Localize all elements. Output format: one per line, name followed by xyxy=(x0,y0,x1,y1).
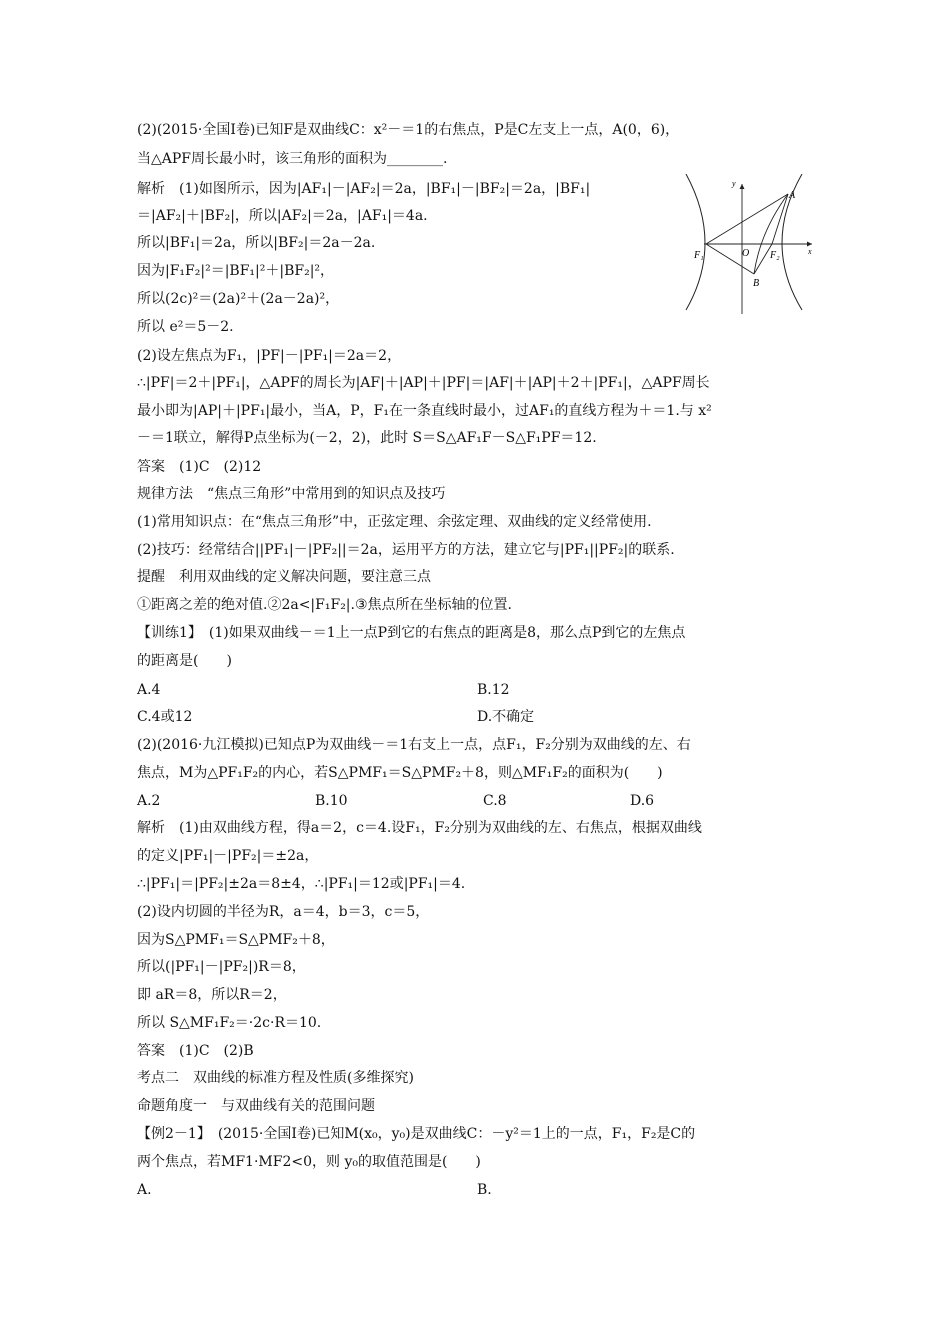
option-row xyxy=(137,1180,492,1200)
text-line: 所以(|PF₁|－|PF₂|)R＝8， xyxy=(137,959,306,975)
text-line: 解析 (1)由双曲线方程，得a＝2，c＝4.设F₁，F₂分别为双曲线的左、右焦点，根据双曲线 xyxy=(137,820,702,836)
text-line: (2)技巧：经常结合||PF₁|－|PF₂||＝2a，运用平方的方法，建立它与|PF₁||PF₂|的联系. xyxy=(137,542,675,558)
answer-line: 答案 (1)C (2)B xyxy=(137,1043,254,1059)
option-row xyxy=(137,707,535,727)
focus-f1-label: F₁ xyxy=(694,250,704,261)
text-line: 两个焦点，若MF1·MF2<0，则 y₀的取值范围是( ) xyxy=(137,1154,481,1170)
text-line: 当△APF周长最小时，该三角形的面积为________. xyxy=(137,151,448,167)
option-a: A.4 xyxy=(137,682,161,698)
option-a: A.2 xyxy=(137,793,161,809)
text-line: 所以 S△MF₁F₂＝·2c·R＝10. xyxy=(137,1015,322,1031)
option-row xyxy=(137,680,510,700)
text-line: 的定义|PF₁|－|PF₂|＝±2a， xyxy=(137,848,319,864)
point-b-label: B xyxy=(753,278,760,289)
text-line: (2)(2016·九江模拟)已知点P为双曲线－＝1右支上一点，点F₁，F₂分别为双曲线的左、右 xyxy=(137,737,691,753)
origin-label: O xyxy=(742,248,750,259)
text-line: 所以 e²＝5－2. xyxy=(137,319,234,335)
text-line: 因为S△PMF₁＝S△PMF₂＋8， xyxy=(137,932,335,948)
option-d: D.不确定 xyxy=(477,709,535,725)
text-line: 所以(2c)²＝(2a)²＋(2a－2a)²， xyxy=(137,291,340,307)
text-line: 的距离是( ) xyxy=(137,653,232,669)
text-line: ①距离之差的绝对值.②2a<|F₁F₂|.③焦点所在坐标轴的位置. xyxy=(137,597,512,613)
example-heading: 【例2－1】 (2015·全国Ⅰ卷)已知M(x₀，y₀)是双曲线C：－y²＝1上的一点，F₁，F₂是C的 xyxy=(137,1126,696,1142)
option-d: D.6 xyxy=(630,793,655,809)
text-line: (2)(2015·全国Ⅰ卷)已知F是双曲线C：x²－＝1的右焦点，P是C左支上一点，A(0，6)， xyxy=(137,122,680,138)
text-line: (1)常用知识点：在“焦点三角形”中，正弦定理、余弦定理、双曲线的定义经常使用. xyxy=(137,514,652,530)
option-b: B. xyxy=(477,1182,492,1198)
hyperbola-figure xyxy=(676,174,818,314)
option-row xyxy=(137,791,655,811)
text-line: ＝|AF₂|＋|BF₂|，所以|AF₂|＝2a，|AF₁|＝4a. xyxy=(137,208,428,224)
y-axis-label: y xyxy=(732,179,736,188)
point-a-label: A xyxy=(789,190,796,201)
x-axis-label: x xyxy=(808,247,812,256)
text-line: ∴|PF|＝2＋|PF₁|，△APF的周长为|AF|＋|AP|＋|PF|＝|AF|＋|AP|＋2＋|PF₁|，△APF周长 xyxy=(137,375,710,391)
text-line: (2)设内切圆的半径为R，a＝4，b＝3，c＝5， xyxy=(137,904,430,920)
subsection-heading: 命题角度一 与双曲线有关的范围问题 xyxy=(137,1098,375,1114)
text-line: 焦点，M为△PF₁F₂的内心，若S△PMF₁＝S△PMF₂＋8，则△MF₁F₂的面积为( ) xyxy=(137,765,663,781)
section-heading: 规律方法 “焦点三角形”中常用到的知识点及技巧 xyxy=(137,486,446,502)
text-line: ∴|PF₁|＝|PF₂|±2a＝8±4，∴|PF₁|＝12或|PF₁|＝4. xyxy=(137,876,466,892)
option-a: A. xyxy=(137,1182,152,1198)
focus-f2-label: F₂ xyxy=(770,250,780,261)
option-c: C.8 xyxy=(483,793,507,809)
text-line: 提醒 利用双曲线的定义解决问题，要注意三点 xyxy=(137,569,431,585)
option-c: C.4或12 xyxy=(137,709,193,725)
option-b: B.10 xyxy=(315,793,348,809)
option-b: B.12 xyxy=(477,682,510,698)
text-line: 即 aR＝8，所以R＝2， xyxy=(137,987,287,1003)
text-line: 最小即为|AP|＋|PF₁|最小，当A，P，F₁在一条直线时最小，过AF₁的直线方程为＋＝1.与 x² xyxy=(137,403,712,419)
text-line: (2)设左焦点为F₁，|PF|－|PF₁|＝2a＝2， xyxy=(137,348,402,364)
text-line: －＝1联立，解得P点坐标为(－2，2)，此时 S＝S△AF₁F－S△F₁PF＝12. xyxy=(137,430,597,446)
exercise-heading: 【训练1】 (1)如果双曲线－＝1上一点P到它的右焦点的距离是8，那么点P到它的左焦点 xyxy=(137,625,686,641)
text-line: 所以|BF₁|＝2a，所以|BF₂|＝2a－2a. xyxy=(137,235,376,251)
text-line: 因为|F₁F₂|²＝|BF₁|²＋|BF₂|²， xyxy=(137,263,335,279)
text-line: 解析 (1)如图所示，因为|AF₁|－|AF₂|＝2a，|BF₁|－|BF₂|＝2a，|BF₁| xyxy=(137,181,591,197)
section-heading: 考点二 双曲线的标准方程及性质(多维探究) xyxy=(137,1070,414,1086)
answer-line: 答案 (1)C (2)12 xyxy=(137,459,262,475)
